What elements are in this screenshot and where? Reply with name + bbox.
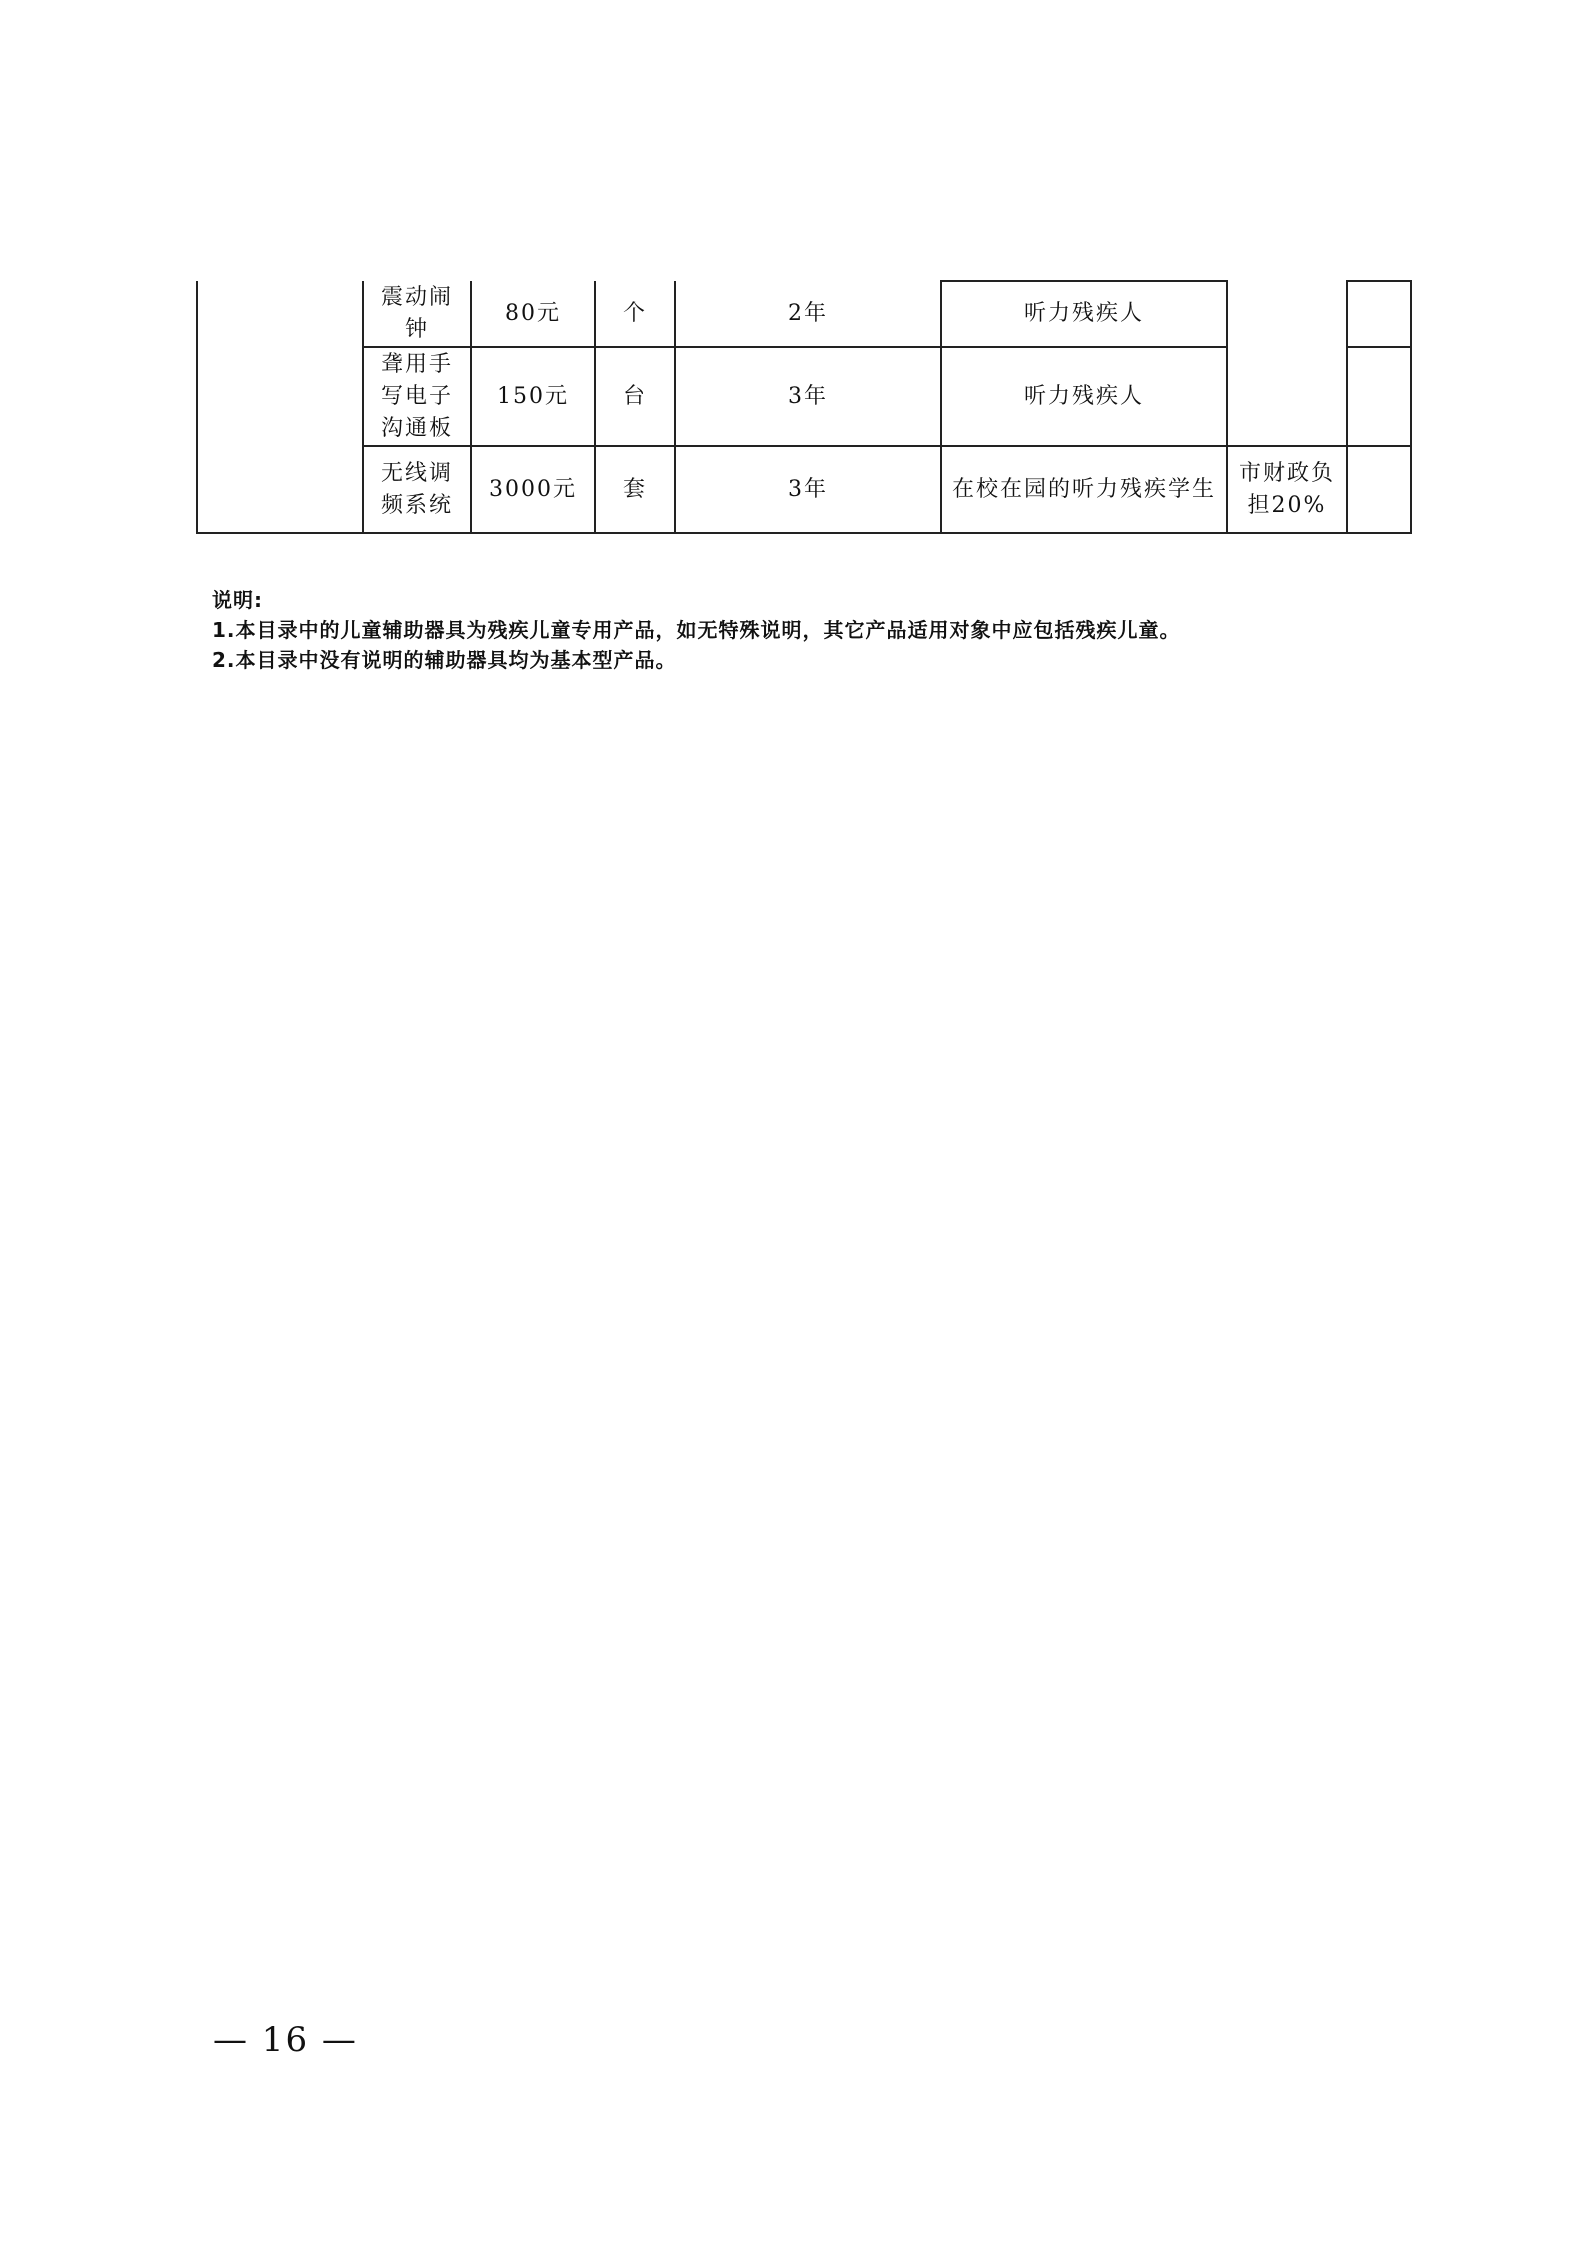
unit-cell: 套 <box>595 446 675 533</box>
device-name-cell: 无线调频系统 <box>363 446 471 533</box>
period-cell: 2年 <box>675 281 941 347</box>
target-cell: 在校在园的听力残疾学生 <box>941 446 1227 533</box>
unit-cell: 个 <box>595 281 675 347</box>
price-cell: 3000元 <box>471 446 595 533</box>
subsidy-cell: 市财政负担20% <box>1227 446 1347 533</box>
assistive-device-table <box>196 280 1412 534</box>
page-number: — 16 — <box>213 2020 358 2060</box>
remark-cell <box>1347 347 1411 446</box>
remark-cell <box>1347 281 1411 347</box>
period-cell: 3年 <box>675 347 941 446</box>
price-cell: 80元 <box>471 281 595 347</box>
note-item: 1.本目录中的儿童辅助器具为残疾儿童专用产品，如无特殊说明，其它产品适用对象中应包括残疾儿童。 <box>212 618 1181 642</box>
table-row <box>197 281 1411 347</box>
target-cell: 听力残疾人 <box>941 347 1227 446</box>
notes-section <box>212 585 1392 675</box>
price-cell: 150元 <box>471 347 595 446</box>
category-cell <box>197 281 363 533</box>
notes-heading: 说明: <box>212 588 263 612</box>
unit-cell: 台 <box>595 347 675 446</box>
note-item: 2.本目录中没有说明的辅助器具均为基本型产品。 <box>212 648 677 672</box>
period-cell: 3年 <box>675 446 941 533</box>
catalog-table-container <box>196 280 1410 534</box>
table-row <box>197 446 1411 533</box>
remark-cell <box>1347 446 1411 533</box>
subsidy-cell <box>1227 281 1347 446</box>
target-cell: 听力残疾人 <box>941 281 1227 347</box>
device-name-cell: 聋用手写电子沟通板 <box>363 347 471 446</box>
device-name-cell: 震动闹钟 <box>363 281 471 347</box>
